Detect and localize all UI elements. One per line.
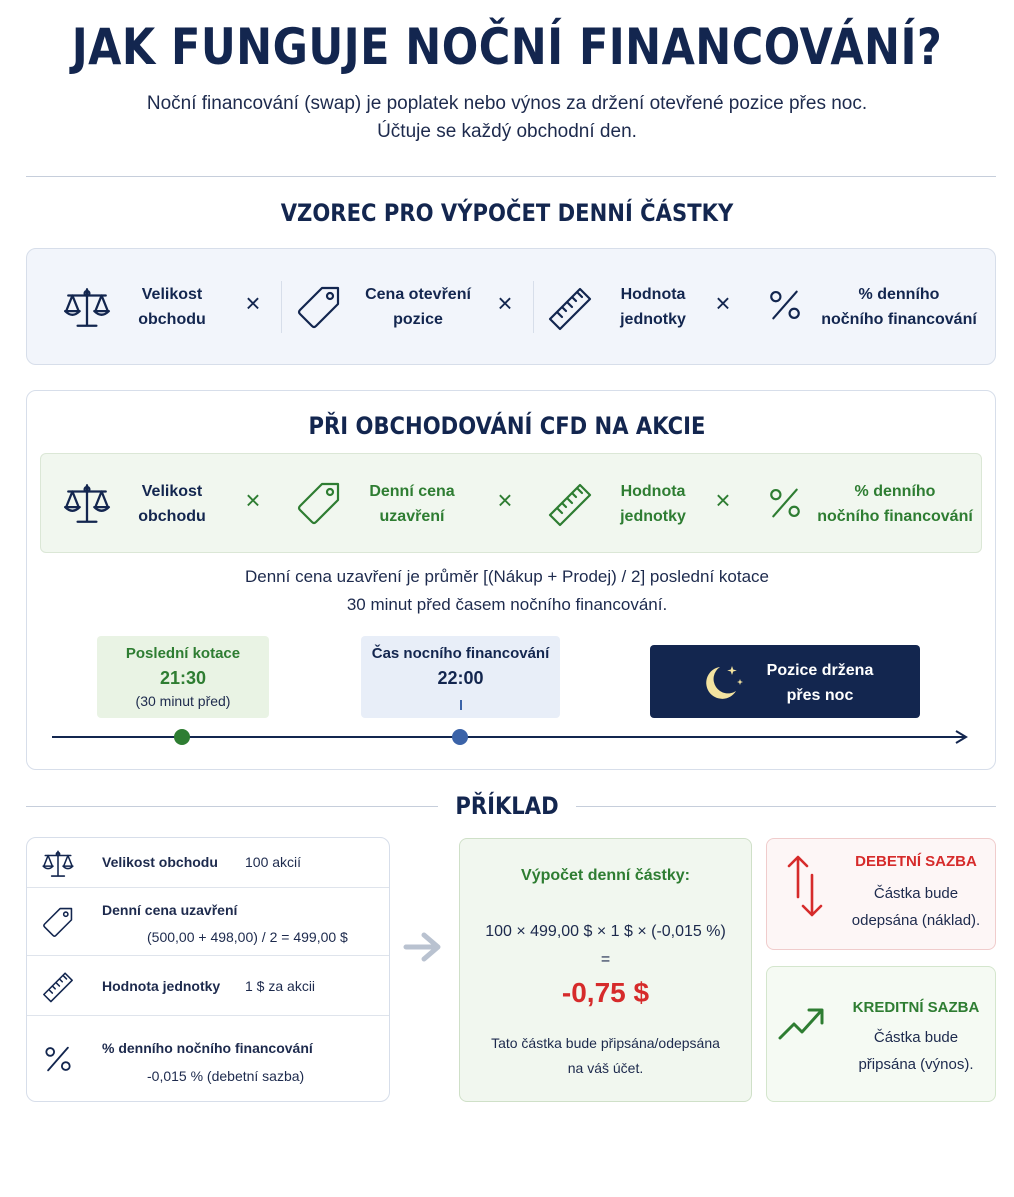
example-heading: PŘÍKLAD <box>455 792 559 820</box>
overnight-box <box>650 645 920 718</box>
moon-stars-icon <box>696 657 748 707</box>
list-item: Velikost obchodu 100 akcií <box>27 838 389 888</box>
ruler-icon <box>41 969 75 1003</box>
cfd-heading: PŘI OBCHODOVÁNÍ CFD NA AKCIE <box>308 412 706 440</box>
financing-time-title: Čas nocního financování <box>371 645 550 662</box>
trend-up-icon <box>777 1005 827 1045</box>
example-inputs-panel <box>26 837 390 1102</box>
divider <box>26 176 996 177</box>
credit-rate-card <box>766 966 996 1102</box>
multiply-sign: × <box>245 288 261 318</box>
percent-icon <box>765 483 805 523</box>
cfd-factor-unit-value: Hodnota jednotky <box>620 483 686 525</box>
calculation-panel <box>459 838 752 1102</box>
debit-rate-line-1: Částka bude <box>873 885 959 902</box>
credit-rate-line-2: připsána (výnos). <box>858 1056 974 1073</box>
debit-rate-card <box>766 838 996 950</box>
cfd-factor-trade-size: Velikost obchodu <box>138 483 206 525</box>
percent-icon <box>765 285 805 325</box>
percent-icon <box>41 1042 75 1076</box>
price-tag-icon <box>41 905 75 939</box>
price-tag-icon <box>295 479 343 527</box>
formula-factor-unit-value: Hodnota jednotky <box>620 286 686 328</box>
divider <box>533 281 534 333</box>
formula-panel <box>26 248 996 365</box>
last-quote-box <box>97 636 269 718</box>
financing-time-value: 22:00 <box>437 668 484 688</box>
calc-result: -0,75 $ <box>561 977 650 1008</box>
formula-factor-open-price: Cena otevření pozice <box>365 286 471 328</box>
multiply-sign: × <box>245 485 261 515</box>
cfd-note-line-2: 30 minut před časem nočního financování. <box>346 595 668 614</box>
price-tag-icon <box>295 283 343 331</box>
scales-icon <box>62 283 112 333</box>
arrow-right-icon <box>402 930 446 964</box>
debit-rate-line-2: odepsána (náklad). <box>851 912 981 929</box>
calc-expression: 100 × 499,00 $ × 1 $ × (-0,015 %) <box>485 923 726 940</box>
formula-factor-rate: % denního nočního financování <box>821 286 977 328</box>
financing-time-dot <box>452 729 468 745</box>
multiply-sign: × <box>497 288 513 318</box>
overnight-label: Pozice držena přes noc <box>766 662 874 704</box>
calc-title: Výpočet denní částky: <box>521 867 690 884</box>
last-quote-note: (30 minut před) <box>135 693 231 709</box>
scales-icon <box>41 847 75 881</box>
page-title: JAK FUNGUJE NOČNÍ FINANCOVÁNÍ? <box>71 18 943 76</box>
multiply-sign: × <box>715 485 731 515</box>
ruler-icon <box>546 283 594 331</box>
cfd-formula-panel <box>40 453 982 553</box>
list-item: Hodnota jednotky 1 $ za akcii <box>27 956 389 1016</box>
calc-note-line-1: Tato částka bude připsána/odepsána <box>491 1035 720 1051</box>
cfd-factor-close-price: Denní cena uzavření <box>369 483 455 525</box>
credit-rate-title: KREDITNÍ SAZBA <box>852 999 980 1016</box>
credit-rate-line-1: Částka bude <box>873 1029 959 1046</box>
formula-heading: VZOREC PRO VÝPOČET DENNÍ ČÁSTKY <box>280 199 734 227</box>
multiply-sign: × <box>497 485 513 515</box>
calc-equals: = <box>600 951 611 968</box>
multiply-sign: × <box>715 288 731 318</box>
tick-mark <box>460 700 462 710</box>
last-quote-title: Poslední kotace <box>125 645 241 662</box>
scales-icon <box>62 479 112 529</box>
last-quote-dot <box>174 729 190 745</box>
up-down-arrows-icon <box>785 853 825 919</box>
debit-rate-title: DEBETNÍ SAZBA <box>855 853 977 870</box>
list-item: Denní cena uzavření (500,00 + 498,00) / 2 = 499,00 $ <box>27 888 389 956</box>
cfd-factor-rate: % denního nočního financování <box>817 483 973 525</box>
last-quote-time: 21:30 <box>159 668 207 688</box>
ruler-icon <box>546 479 594 527</box>
list-item: % denního nočního financování -0,015 % (debetní sazba) <box>27 1016 389 1102</box>
divider <box>281 281 282 333</box>
subtitle-line-2: Účtuje se každý obchodní den. <box>377 121 637 142</box>
subtitle-line-1: Noční financování (swap) je poplatek nebo výnos za držení otevřené pozice přes noc. <box>146 93 868 114</box>
formula-factor-trade-size: Velikost obchodu <box>138 286 206 328</box>
cfd-note-line-1: Denní cena uzavření je průměr [(Nákup + Prodej) / 2] poslední kotace <box>245 567 769 586</box>
calc-note-line-2: na váš účet. <box>567 1060 644 1076</box>
